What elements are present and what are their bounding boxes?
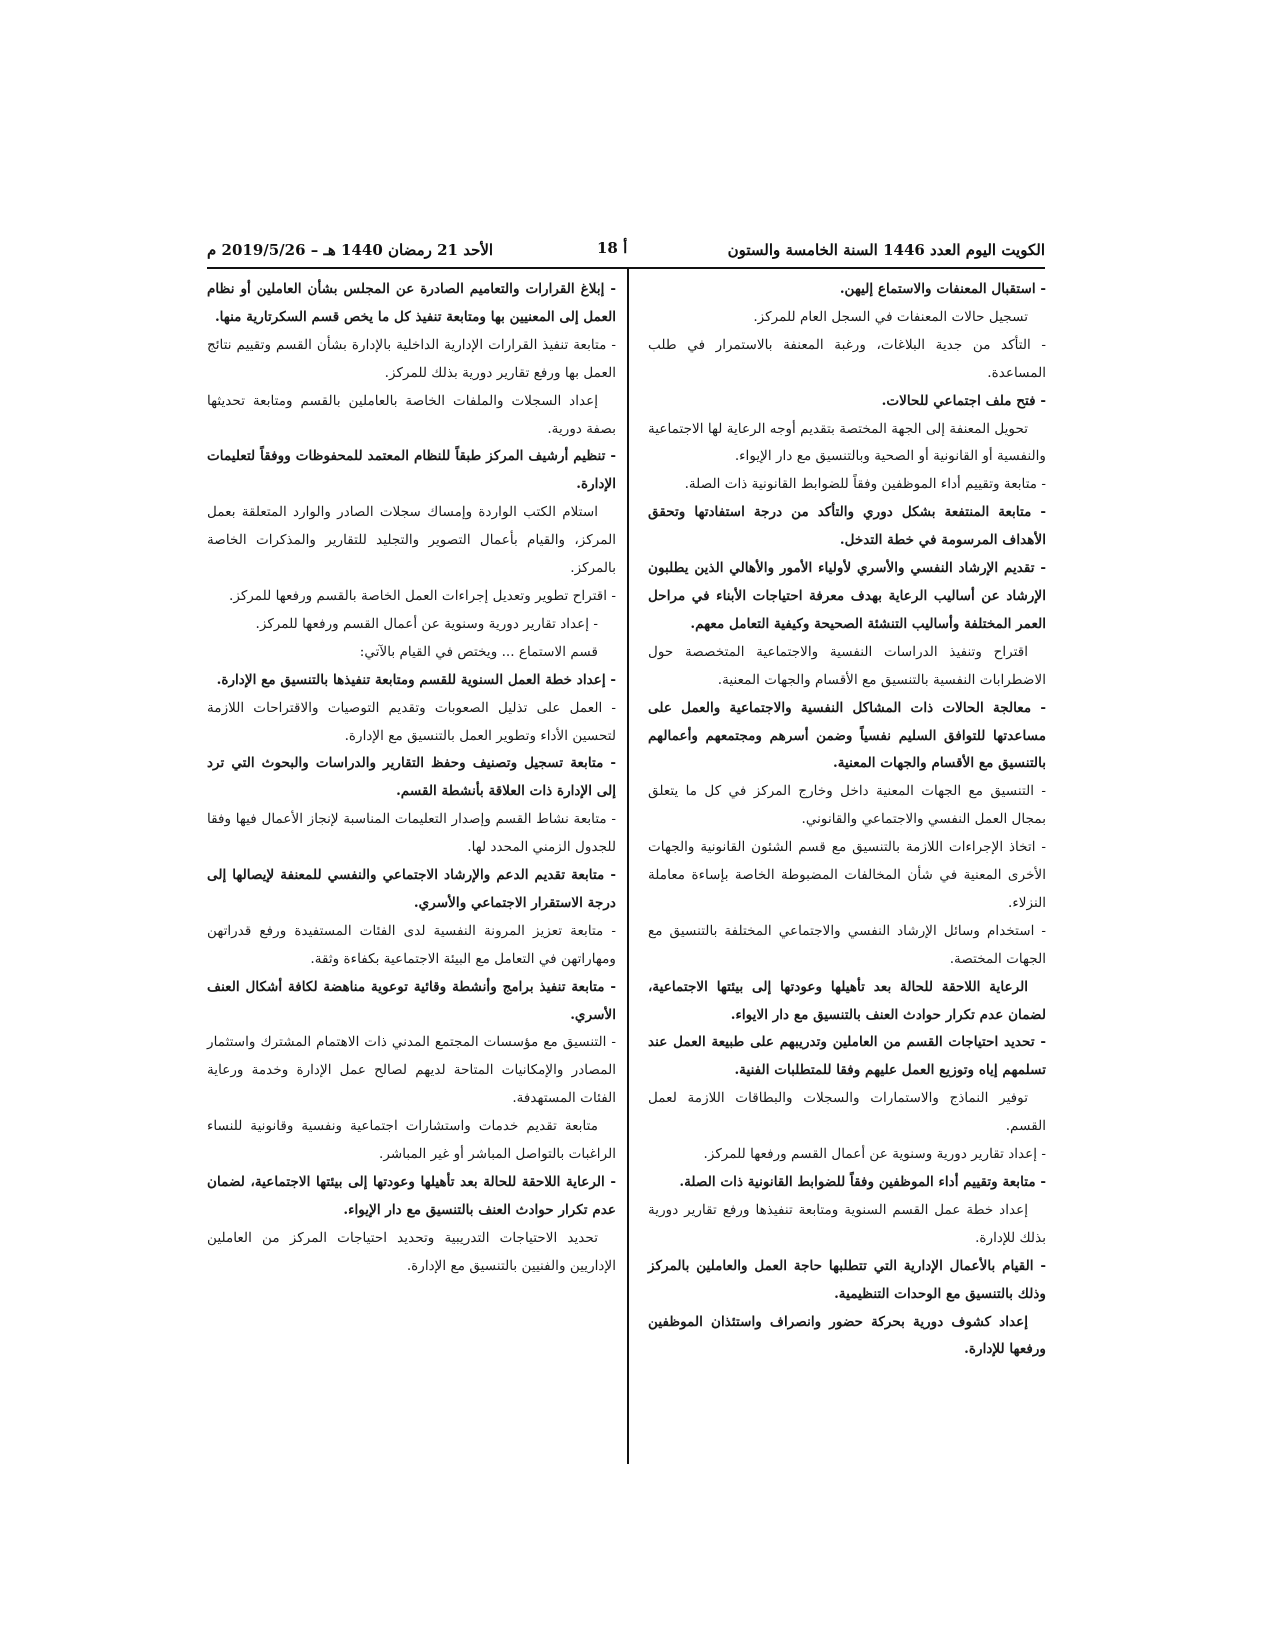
- left-column-paragraph: متابعة تقديم خدمات واستشارات اجتماعية ونفسية وقانونية للنساء الراغبات بالتواصل المباشر أو غير المباشر.: [207, 1118, 616, 1163]
- issue-date: الأحد 21 رمضان 1440 هـ – 2019/5/26 م: [207, 241, 494, 259]
- right-column-paragraph: توفير النماذج والاستمارات والسجلات والبطاقات اللازمة لعمل القسم.: [648, 1090, 1046, 1135]
- right-column-paragraph: - فتح ملف اجتماعي للحالات.: [881, 392, 1046, 409]
- column-divider: [627, 269, 629, 1464]
- right-column-paragraph: إعداد كشوف دورية بحركة حضور وانصراف واستئذان الموظفين ورفعها للإدارة.: [648, 1313, 1046, 1358]
- left-column-paragraph: - تنظيم أرشيف المركز طبقاً للنظام المعتمد للمحفوظات ووفقاً لتعليمات الإدارة.: [207, 448, 616, 493]
- right-column-paragraph: تسجيل حالات المعنفات في السجل العام للمركز.: [753, 308, 1028, 325]
- left-column-paragraph: - متابعة تنفيذ القرارات الإدارية الداخلية بالإدارة بشأن القسم وتقييم نتائج العمل بها ورفع تقارير دورية بذلك للمركز.: [207, 336, 616, 381]
- left-column-paragraph: استلام الكتب الواردة وإمساك سجلات الصادر والوارد المتعلقة بعمل المركز، والقيام بأعمال التصوير والتجليد للتقارير والمذكرات الخاصة بالمركز.: [207, 504, 616, 577]
- left-column-paragraph: - إعداد تقارير دورية وسنوية عن أعمال القسم ورفعها للمركز.: [255, 615, 598, 632]
- right-column-paragraph: - تقديم الإرشاد النفسي والأسري لأولياء الأمور والأهالي الذين يطلبون الإرشاد عن أساليب الرعاية بهدف معرفة احتياجات الأبناء في مراحل العمر المختلفة وأساليب التنشئة الصحيحة وكيفية التعامل معهم.: [648, 560, 1046, 632]
- right-column-paragraph: - متابعة وتقييم أداء الموظفين وفقاً للضوابط القانونية ذات الصلة.: [679, 1174, 1046, 1190]
- left-column-paragraph: - التنسيق مع مؤسسات المجتمع المدني ذات الاهتمام المشترك واستثمار المصادر والإمكانيات المتاحة لديهم لصالح عمل الإدارة وخدمة ورعاية الفئات المستهدفة.: [207, 1034, 616, 1107]
- left-column-paragraph: - متابعة نشاط القسم وإصدار التعليمات المناسبة لإنجاز الأعمال فيها وفقا للجدول الزمني المحدد لها.: [207, 811, 616, 856]
- left-column-paragraph: إعداد السجلات والملفات الخاصة بالعاملين بالقسم ومتابعة تحديثها بصفة دورية.: [207, 392, 616, 437]
- right-column: [648, 276, 1046, 1364]
- right-column-paragraph: - التأكد من جدية البلاغات، ورغبة المعنفة بالاستمرار في طلب المساعدة.: [648, 336, 1046, 381]
- page-number: أ 18: [597, 239, 628, 257]
- right-column-paragraph: - اتخاذ الإجراءات اللازمة بالتنسيق مع قسم الشئون القانونية والجهات الأخرى المعنية في شأن المخالفات المضبوطة الخاصة بإساءة معاملة النزلاء.: [648, 839, 1046, 911]
- right-column-paragraph: - تحديد احتياجات القسم من العاملين وتدريبهم على طبيعة العمل عند تسلمهم إياه وتوزيع العمل عليهم وفقا للمتطلبات الفنية.: [648, 1034, 1046, 1079]
- left-column-paragraph: - متابعة تسجيل وتصنيف وحفظ التقارير والدراسات والبحوث التي ترد إلى الإدارة ذات العلاقة بأنشطة القسم.: [207, 755, 616, 800]
- right-column-paragraph: - التنسيق مع الجهات المعنية داخل وخارج المركز في كل ما يتعلق بمجال العمل النفسي والاجتماعي والقانوني.: [648, 783, 1046, 828]
- left-column-paragraph: - إبلاغ القرارات والتعاميم الصادرة عن المجلس بشأن العاملين أو نظام العمل إلى المعنيين بها ومتابعة تنفيذ كل ما يخص قسم السكرتارية منها.: [207, 281, 616, 325]
- gazette-issue-info: الكويت اليوم العدد 1446 السنة الخامسة والستون: [727, 241, 1045, 259]
- left-column-paragraph: - متابعة تعزيز المرونة النفسية لدى الفئات المستفيدة ورفع قدراتهن ومهاراتهن في التعامل مع البيئة الاجتماعية بكفاءة وثقة.: [207, 922, 616, 967]
- left-column-paragraph: - اقتراح تطوير وتعديل إجراءات العمل الخاصة بالقسم ورفعها للمركز.: [229, 587, 616, 604]
- right-column-paragraph: - إعداد تقارير دورية وسنوية عن أعمال القسم ورفعها للمركز.: [703, 1146, 1046, 1163]
- right-column-paragraph: - القيام بالأعمال الإدارية التي تتطلبها حاجة العمل والعاملين بالمركز وذلك بالتنسيق مع الوحدات التنظيمية.: [648, 1257, 1046, 1302]
- left-column-paragraph: - متابعة تنفيذ برامج وأنشطة وقائية توعوية مناهضة لكافة أشكال العنف الأسري.: [207, 978, 616, 1023]
- left-column-paragraph: - متابعة تقديم الدعم والإرشاد الاجتماعي والنفسي للمعنفة لإيصالها إلى درجة الاستقرار الاجتماعي والأسري.: [207, 867, 616, 911]
- right-column-paragraph: الرعاية اللاحقة للحالة بعد تأهيلها وعودتها إلى بيئتها الاجتماعية، لضمان عدم تكرار حوادث العنف بالتنسيق مع دار الايواء.: [648, 978, 1046, 1023]
- right-column-paragraph: - معالجة الحالات ذات المشاكل النفسية والاجتماعية والعمل على مساعدتها للتوافق السليم نفسياً وضمن أسرهم ومجتمعهم وأعمالهم بالتنسيق مع الأقسام والجهات المعنية.: [648, 699, 1046, 772]
- left-column-paragraph: قسم الاستماع ... ويختص في القيام بالآتي:: [359, 643, 598, 660]
- header-rule: [207, 267, 1045, 269]
- left-column: [207, 276, 616, 1281]
- right-column-paragraph: إعداد خطة عمل القسم السنوية ومتابعة تنفيذها ورفع تقارير دورية بذلك للإدارة.: [648, 1201, 1046, 1246]
- left-column-paragraph: - العمل على تذليل الصعوبات وتقديم التوصيات والاقتراحات اللازمة لتحسين الأداء وتطوير العمل بالتنسيق مع الإدارة.: [207, 699, 616, 744]
- page-header: [207, 231, 1045, 269]
- left-column-paragraph: - الرعاية اللاحقة للحالة بعد تأهيلها وعودتها إلى بيئتها الاجتماعية، لضمان عدم تكرار حوادث العنف بالتنسيق مع دار الإيواء.: [207, 1174, 616, 1218]
- right-column-paragraph: - متابعة وتقييم أداء الموظفين وفقاً للضوابط القانونية ذات الصلة.: [684, 476, 1046, 493]
- right-column-paragraph: تحويل المعنفة إلى الجهة المختصة بتقديم أوجه الرعاية لها الاجتماعية والنفسية أو القانونية أو الصحية وبالتنسيق مع دار الإيواء.: [648, 420, 1046, 465]
- right-column-paragraph: - استقبال المعنفات والاستماع إليهن.: [839, 281, 1046, 297]
- right-column-paragraph: - استخدام وسائل الإرشاد النفسي والاجتماعي المختلفة بالتنسيق مع الجهات المختصة.: [648, 922, 1046, 967]
- left-column-paragraph: تحديد الاحتياجات التدريبية وتحديد احتياجات المركز من العاملين الإداريين والفنيين بالتنسيق مع الإدارة.: [207, 1229, 616, 1274]
- right-column-paragraph: - متابعة المنتفعة بشكل دوري والتأكد من درجة استفادتها وتحقق الأهداف المرسومة في خطة التدخل.: [648, 504, 1046, 549]
- right-column-paragraph: اقتراح وتنفيذ الدراسات النفسية والاجتماعية المتخصصة حول الاضطرابات النفسية بالتنسيق مع الأقسام والجهات المعنية.: [648, 643, 1046, 688]
- left-column-paragraph: - إعداد خطة العمل السنوية للقسم ومتابعة تنفيذها بالتنسيق مع الإدارة.: [216, 671, 616, 688]
